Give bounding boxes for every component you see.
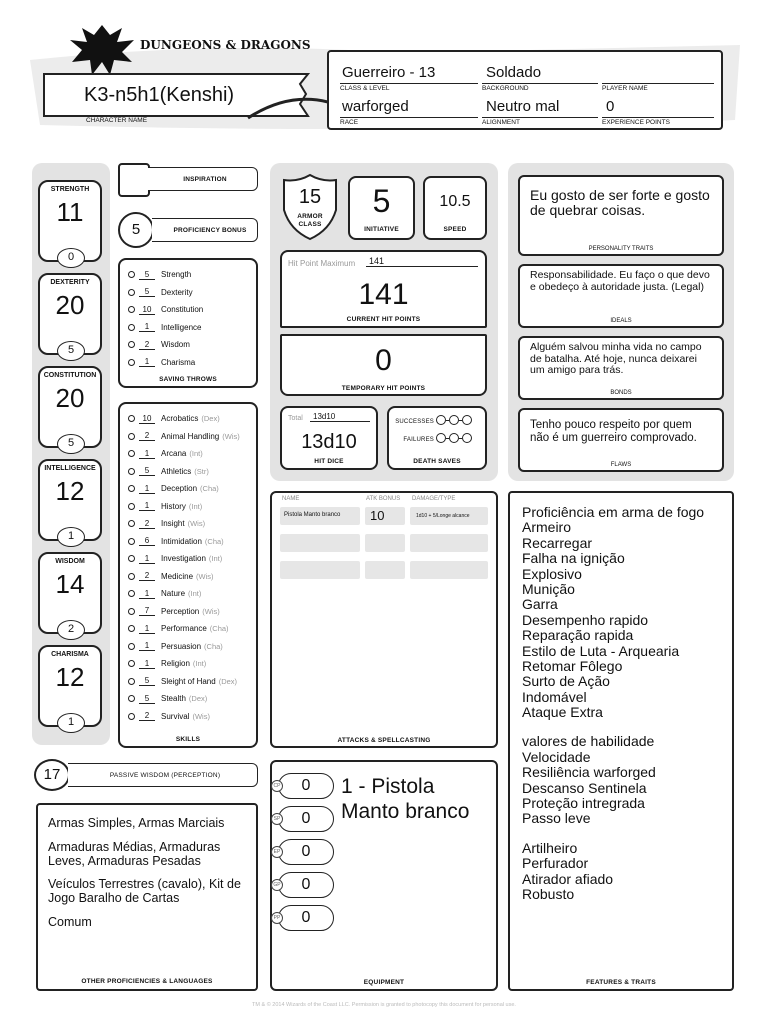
- ability-name: WISDOM: [55, 558, 85, 565]
- attack-row-3-bonus[interactable]: [365, 561, 405, 579]
- skill-value[interactable]: 5: [139, 466, 155, 476]
- ability-strength: [38, 180, 102, 262]
- saving-throws-title: SAVING THROWS: [159, 376, 217, 383]
- ability-name: CONSTITUTION: [43, 372, 97, 379]
- skill-name: Acrobatics: [161, 414, 199, 424]
- skill-name: Insight: [161, 519, 185, 529]
- hit-dice-total[interactable]: 13d10: [310, 412, 370, 422]
- background[interactable]: Soldado: [486, 64, 542, 81]
- inspiration-box[interactable]: [118, 163, 150, 197]
- feature-item[interactable]: Explosivo: [522, 565, 582, 582]
- attack-row-1-name[interactable]: Pistola Manto branco: [280, 507, 360, 525]
- skill-value[interactable]: 1: [139, 501, 155, 511]
- coin-label: SP: [271, 813, 283, 825]
- skill-value[interactable]: 10: [139, 414, 155, 424]
- skill-name: Arcana: [161, 449, 187, 459]
- skill-row[interactable]: [128, 568, 248, 586]
- successes-checks[interactable]: [436, 415, 472, 425]
- proficiency-dot[interactable]: [128, 660, 135, 667]
- proficiency-dot[interactable]: [128, 415, 135, 422]
- skill-row[interactable]: [128, 690, 248, 708]
- flaws-label: FLAWS: [610, 462, 632, 468]
- success-check-2[interactable]: [449, 415, 459, 425]
- skill-value[interactable]: 2: [139, 519, 155, 529]
- skill-row[interactable]: [128, 708, 248, 726]
- attacks-col-name: NAME: [282, 496, 300, 502]
- proficiency-dot[interactable]: [128, 324, 135, 331]
- skill-row[interactable]: [128, 410, 248, 428]
- skill-value[interactable]: 1: [139, 589, 155, 599]
- skill-attribute: (Wis): [222, 431, 240, 441]
- success-check-3[interactable]: [462, 415, 472, 425]
- successes-label: SUCCESSES: [395, 419, 434, 425]
- ability-modifier[interactable]: 5: [57, 434, 85, 454]
- saving-throw-value[interactable]: 10: [139, 305, 155, 315]
- proficiency-dot[interactable]: [128, 433, 135, 440]
- skill-row[interactable]: [128, 498, 248, 516]
- coin-cp[interactable]: [273, 773, 334, 799]
- skill-attribute: (Cha): [204, 641, 223, 651]
- failure-check-3[interactable]: [462, 433, 472, 443]
- race[interactable]: warforged: [342, 98, 409, 115]
- coin-label: CP: [271, 780, 283, 792]
- hit-dice-total-label: Total: [288, 415, 303, 422]
- skill-value[interactable]: 1: [139, 624, 155, 634]
- proficiency-dot[interactable]: [128, 450, 135, 457]
- proficiency-line[interactable]: Comum: [48, 914, 92, 929]
- feature-item[interactable]: Robusto: [522, 885, 575, 902]
- coin-value[interactable]: 0: [301, 777, 311, 794]
- feature-item[interactable]: Falha na ignição: [522, 550, 625, 567]
- skill-attribute: (Int): [188, 501, 203, 511]
- skill-value[interactable]: 1: [139, 641, 155, 651]
- skill-value[interactable]: 5: [139, 694, 155, 704]
- coin-label: PP: [271, 912, 283, 924]
- skill-attribute: (Cha): [200, 484, 219, 494]
- coin-value[interactable]: 0: [301, 909, 311, 926]
- attacks-col-damage: DAMAGE/TYPE: [412, 496, 456, 502]
- feature-item[interactable]: Resiliência warforged: [522, 764, 656, 781]
- death-saves-label: DEATH SAVES: [413, 458, 461, 465]
- ability-score[interactable]: 20: [55, 383, 85, 413]
- skill-attribute: (Wis): [196, 571, 214, 581]
- skill-value[interactable]: 1: [139, 554, 155, 564]
- skills-title: SKILLS: [175, 736, 201, 743]
- ability-score[interactable]: 11: [56, 197, 84, 227]
- proficiency-line[interactable]: Armaduras Médias, Armaduras Leves, Armaduras Pesadas: [48, 839, 221, 868]
- feature-item[interactable]: Passo leve: [522, 810, 591, 827]
- hit-dice-value[interactable]: 13d10: [301, 431, 357, 453]
- feature-item[interactable]: Garra: [522, 596, 558, 613]
- background-label: BACKGROUND: [482, 83, 598, 92]
- saving-throw-name: Wisdom: [161, 340, 190, 350]
- experience-label: EXPERIENCE POINTS: [602, 117, 714, 126]
- skill-value[interactable]: 1: [139, 659, 155, 669]
- feature-group: [522, 734, 720, 826]
- skill-row[interactable]: [128, 463, 248, 481]
- class-level-label: CLASS & LEVEL: [340, 83, 478, 92]
- ability-modifier[interactable]: 5: [57, 341, 85, 361]
- feature-group: [522, 505, 720, 720]
- skill-name: Perception: [161, 606, 200, 616]
- proficiency-dot[interactable]: [128, 555, 135, 562]
- temp-hp-value[interactable]: 0: [375, 344, 392, 377]
- proficiency-line[interactable]: Armas Simples, Armas Marciais: [48, 816, 225, 830]
- attack-row-1-bonus[interactable]: 10: [365, 507, 405, 525]
- ability-modifier[interactable]: 1: [57, 527, 85, 547]
- dragon-logo-icon: [62, 20, 142, 80]
- skill-row[interactable]: [128, 673, 248, 691]
- attack-row-1-damage[interactable]: 1d10 + 5/Longe alcance: [410, 507, 488, 525]
- skill-attribute: (Dex): [201, 414, 220, 424]
- feature-item[interactable]: Artilheiro: [522, 839, 578, 856]
- proficiency-dot[interactable]: [128, 289, 135, 296]
- current-hp-value[interactable]: 141: [358, 278, 409, 311]
- skill-value[interactable]: 1: [139, 484, 155, 494]
- bonds-text: Alguém salvou minha vida no campo de batalha. Até hoje, nunca deixarei um amigo para trás.: [530, 341, 702, 377]
- skill-attribute: (Wis): [192, 711, 210, 721]
- hit-dice-label: HIT DICE: [314, 458, 344, 465]
- attacks-box: [270, 491, 498, 748]
- experience-points[interactable]: 0: [606, 98, 615, 115]
- skill-row[interactable]: [128, 480, 248, 498]
- failures-label: FAILURES: [403, 437, 434, 443]
- feature-item[interactable]: Reparação rapida: [522, 627, 634, 644]
- saving-throw-value[interactable]: 1: [139, 322, 155, 332]
- saving-throw-name: Intelligence: [161, 322, 202, 332]
- skill-name: Deception: [161, 484, 198, 494]
- skill-row[interactable]: [128, 550, 248, 568]
- feature-item[interactable]: Perfurador: [522, 855, 589, 872]
- personality-traits-text: Eu gosto de ser forte e gosto de quebrar coisas.: [530, 187, 710, 219]
- skill-attribute: (Int): [189, 449, 203, 459]
- saving-throw-row[interactable]: [128, 266, 248, 284]
- feature-item[interactable]: Armeiro: [522, 519, 572, 536]
- ability-name: INTELLIGENCE: [44, 465, 96, 472]
- proficiency-bonus-circle[interactable]: 5: [118, 212, 154, 248]
- features-box: [508, 491, 734, 991]
- personality-traits-label: PERSONALITY TRAITS: [588, 246, 654, 252]
- equipment-text[interactable]: 1 - Pistola Manto branco: [341, 775, 470, 824]
- personality-traits-box[interactable]: [518, 175, 724, 256]
- coin-label: EP: [271, 846, 283, 858]
- skill-name: History: [161, 501, 186, 511]
- hp-max-label: Hit Point Maximum: [288, 259, 356, 268]
- ability-name: CHARISMA: [51, 651, 89, 658]
- feature-item[interactable]: Ataque Extra: [522, 704, 603, 721]
- player-name-label: PLAYER NAME: [602, 83, 714, 92]
- proficiency-dot[interactable]: [128, 643, 135, 650]
- logo-text: DUNGEONS & DRAGONS: [140, 38, 311, 52]
- feature-item[interactable]: Desempenho rapido: [522, 611, 649, 628]
- saving-throw-value[interactable]: 2: [139, 340, 155, 350]
- armor-class-label: ARMOR CLASS: [297, 213, 323, 228]
- inspiration-label: INSPIRATION: [183, 176, 227, 183]
- skill-name: Sleight of Hand: [161, 676, 216, 686]
- coin-label: GP: [271, 879, 283, 891]
- flaws-text: Tenho pouco respeito por quem não é um guerreiro comprovado.: [530, 419, 697, 444]
- passive-wisdom-circle[interactable]: 17: [34, 759, 70, 791]
- skill-name: Performance: [161, 624, 207, 634]
- skill-name: Intimidation: [161, 536, 202, 546]
- passive-wisdom-label: PASSIVE WISDOM (PERCEPTION): [109, 772, 221, 779]
- current-hp-label: CURRENT HIT POINTS: [346, 316, 421, 323]
- proficiency-dot[interactable]: [128, 713, 135, 720]
- failure-check-2[interactable]: [449, 433, 459, 443]
- feature-item[interactable]: Recarregar: [522, 534, 593, 551]
- skill-attribute: (Int): [208, 554, 223, 564]
- attack-row-2-damage[interactable]: [410, 534, 488, 552]
- speed-value[interactable]: 10.5: [439, 193, 471, 210]
- saving-throw-value[interactable]: 5: [139, 287, 155, 297]
- race-label: RACE: [340, 117, 478, 126]
- skill-value[interactable]: 6: [139, 536, 155, 546]
- feature-item[interactable]: valores de habilidade: [522, 733, 655, 750]
- skills-box: [118, 402, 258, 748]
- proficiency-label: PROFICIENCY BONUS: [173, 227, 247, 234]
- skill-value[interactable]: 5: [139, 676, 155, 686]
- flaws-box[interactable]: [518, 408, 724, 472]
- saving-throw-name: Strength: [161, 270, 192, 280]
- proficiency-dot[interactable]: [128, 608, 135, 615]
- temp-hp-label: TEMPORARY HIT POINTS: [341, 385, 426, 392]
- attack-row-3-damage[interactable]: [410, 561, 488, 579]
- initiative-value[interactable]: 5: [372, 183, 391, 219]
- feature-group: [522, 841, 720, 903]
- character-name-label: CHARACTER NAME: [86, 117, 148, 124]
- saving-throw-row[interactable]: [128, 301, 248, 319]
- proficiency-dot[interactable]: [128, 625, 135, 632]
- coin-value[interactable]: 0: [301, 843, 311, 860]
- equipment-title: EQUIPMENT: [363, 979, 405, 986]
- skill-attribute: (Int): [192, 659, 207, 669]
- saving-throw-row[interactable]: [128, 284, 248, 302]
- skill-row[interactable]: [128, 655, 248, 673]
- proficiency-dot[interactable]: [128, 359, 135, 366]
- features-title: FEATURES & TRAITS: [586, 979, 656, 986]
- saving-throw-name: Dexterity: [161, 287, 193, 297]
- feature-item[interactable]: Atirador afiado: [522, 870, 614, 887]
- alignment[interactable]: Neutro mal: [486, 98, 560, 115]
- ability-name: DEXTERITY: [50, 279, 90, 286]
- ability-dexterity: [38, 273, 102, 355]
- proficiency-line[interactable]: Veículos Terrestres (cavalo), Kit de Jogo Baralho de Cartas: [48, 877, 241, 905]
- ability-score[interactable]: 12: [55, 476, 85, 506]
- ability-score[interactable]: 20: [55, 290, 85, 320]
- coin-value[interactable]: 0: [301, 876, 311, 893]
- skill-attribute: (Wis): [202, 606, 220, 616]
- proficiencies-title: OTHER PROFICIENCIES & LANGUAGES: [81, 978, 213, 985]
- skill-row[interactable]: [128, 445, 248, 463]
- saving-throw-name: Constitution: [161, 305, 204, 315]
- skill-row[interactable]: [128, 620, 248, 638]
- ideals-box[interactable]: [518, 264, 724, 328]
- skill-value[interactable]: 7: [139, 606, 155, 616]
- saving-throw-name: Charisma: [161, 357, 196, 367]
- ideals-text: Responsabilidade. Eu faço o que devo e obedeço à autoridade justa. (Legal): [530, 269, 710, 293]
- feature-item[interactable]: Surto de Ação: [522, 673, 610, 690]
- proficiency-dot[interactable]: [128, 520, 135, 527]
- ability-modifier[interactable]: 1: [57, 713, 85, 733]
- skill-name: Animal Handling: [161, 431, 220, 441]
- coin-gp[interactable]: [273, 872, 334, 898]
- attacks-title: ATTACKS & SPELLCASTING: [337, 737, 431, 744]
- ability-charisma: [38, 645, 102, 727]
- attack-row-2-name[interactable]: [280, 534, 360, 552]
- skill-attribute: (Int): [188, 589, 202, 599]
- proficiency-dot[interactable]: [128, 590, 135, 597]
- proficiency-dot[interactable]: [128, 485, 135, 492]
- hp-max-value[interactable]: 141: [366, 256, 478, 267]
- skill-name: Nature: [161, 589, 186, 599]
- skill-row[interactable]: [128, 533, 248, 551]
- coin-value[interactable]: 0: [301, 810, 311, 827]
- saving-throw-value[interactable]: 1: [139, 357, 155, 367]
- ability-modifier[interactable]: 2: [57, 620, 85, 640]
- saving-throw-row[interactable]: [128, 354, 248, 372]
- ability-modifier[interactable]: 0: [57, 248, 85, 268]
- feature-item[interactable]: Proficiência em arma de fogo: [522, 504, 705, 520]
- skill-row[interactable]: [128, 585, 248, 603]
- proficiency-dot[interactable]: [128, 538, 135, 545]
- skill-name: Investigation: [161, 554, 206, 564]
- skill-attribute: (Cha): [209, 624, 229, 634]
- feature-item[interactable]: Retomar Fôlego: [522, 657, 623, 674]
- skill-name: Stealth: [161, 694, 186, 704]
- bonds-box[interactable]: [518, 336, 724, 400]
- coin-ep[interactable]: [273, 839, 334, 865]
- skill-name: Religion: [161, 659, 190, 669]
- failure-check-1[interactable]: [436, 433, 446, 443]
- skill-attribute: (Dex): [188, 694, 208, 704]
- skill-attribute: (Str): [194, 466, 209, 476]
- ability-score[interactable]: 14: [55, 569, 85, 599]
- feature-item[interactable]: Indomável: [522, 688, 587, 705]
- saving-throws-box: [118, 258, 258, 388]
- ideals-label: IDEALS: [610, 318, 632, 324]
- footer-copyright: TM & © 2014 Wizards of the Coast LLC. Permission is granted to photocopy this document for personal use.: [252, 1002, 516, 1008]
- failures-checks[interactable]: [436, 433, 472, 443]
- saving-throw-row[interactable]: [128, 336, 248, 354]
- skill-row[interactable]: [128, 603, 248, 621]
- proficiency-dot[interactable]: [128, 573, 135, 580]
- feature-item[interactable]: Estilo de Luta - Arquearia: [522, 642, 680, 659]
- skill-attribute: (Wis): [187, 519, 206, 529]
- proficiencies-box: [36, 803, 258, 991]
- saving-throw-row[interactable]: [128, 319, 248, 337]
- ability-name: STRENGTH: [50, 186, 90, 193]
- feature-item[interactable]: Descanso Sentinela: [522, 779, 647, 796]
- skill-name: Persuasion: [161, 641, 202, 651]
- feature-item[interactable]: Proteção intregrada: [522, 795, 645, 812]
- saving-throw-value[interactable]: 5: [139, 270, 155, 280]
- character-name[interactable]: K3-n5h1(Kenshi): [84, 84, 235, 106]
- attacks-col-bonus: ATK BONUS: [366, 496, 401, 502]
- initiative-label: INITIATIVE: [364, 226, 399, 233]
- skill-value[interactable]: 2: [139, 711, 155, 721]
- skill-value[interactable]: 1: [139, 449, 155, 459]
- proficiency-dot[interactable]: [128, 341, 135, 348]
- feature-item[interactable]: Velocidade: [522, 748, 591, 765]
- proficiency-dot[interactable]: [128, 695, 135, 702]
- skill-row[interactable]: [128, 428, 248, 446]
- proficiency-dot[interactable]: [128, 678, 135, 685]
- proficiency-dot[interactable]: [128, 468, 135, 475]
- armor-class-value[interactable]: 15: [298, 186, 322, 208]
- ability-score[interactable]: 12: [55, 662, 85, 692]
- attack-row-2-bonus[interactable]: [365, 534, 405, 552]
- coin-pp[interactable]: [273, 905, 334, 931]
- proficiency-dot[interactable]: [128, 503, 135, 510]
- bonds-label: BONDS: [610, 390, 632, 396]
- skill-name: Athletics: [161, 466, 192, 476]
- skill-value[interactable]: 2: [139, 431, 155, 441]
- ability-intelligence: [38, 459, 102, 541]
- skill-attribute: (Cha): [204, 536, 224, 546]
- class-level[interactable]: Guerreiro - 13: [342, 64, 436, 81]
- skill-value[interactable]: 2: [139, 571, 155, 581]
- attack-row-3-name[interactable]: [280, 561, 360, 579]
- skill-attribute: (Dex): [218, 676, 238, 686]
- ability-wisdom: [38, 552, 102, 634]
- skill-name: Medicine: [161, 571, 194, 581]
- alignment-label: ALIGNMENT: [482, 117, 598, 126]
- proficiency-dot[interactable]: [128, 306, 135, 313]
- coin-sp[interactable]: [273, 806, 334, 832]
- speed-label: SPEED: [443, 226, 467, 233]
- skill-row[interactable]: [128, 515, 248, 533]
- ability-constitution: [38, 366, 102, 448]
- feature-item[interactable]: Munição: [522, 580, 575, 597]
- skill-row[interactable]: [128, 638, 248, 656]
- skill-name: Survival: [161, 711, 190, 721]
- success-check-1[interactable]: [436, 415, 446, 425]
- proficiency-dot[interactable]: [128, 271, 135, 278]
